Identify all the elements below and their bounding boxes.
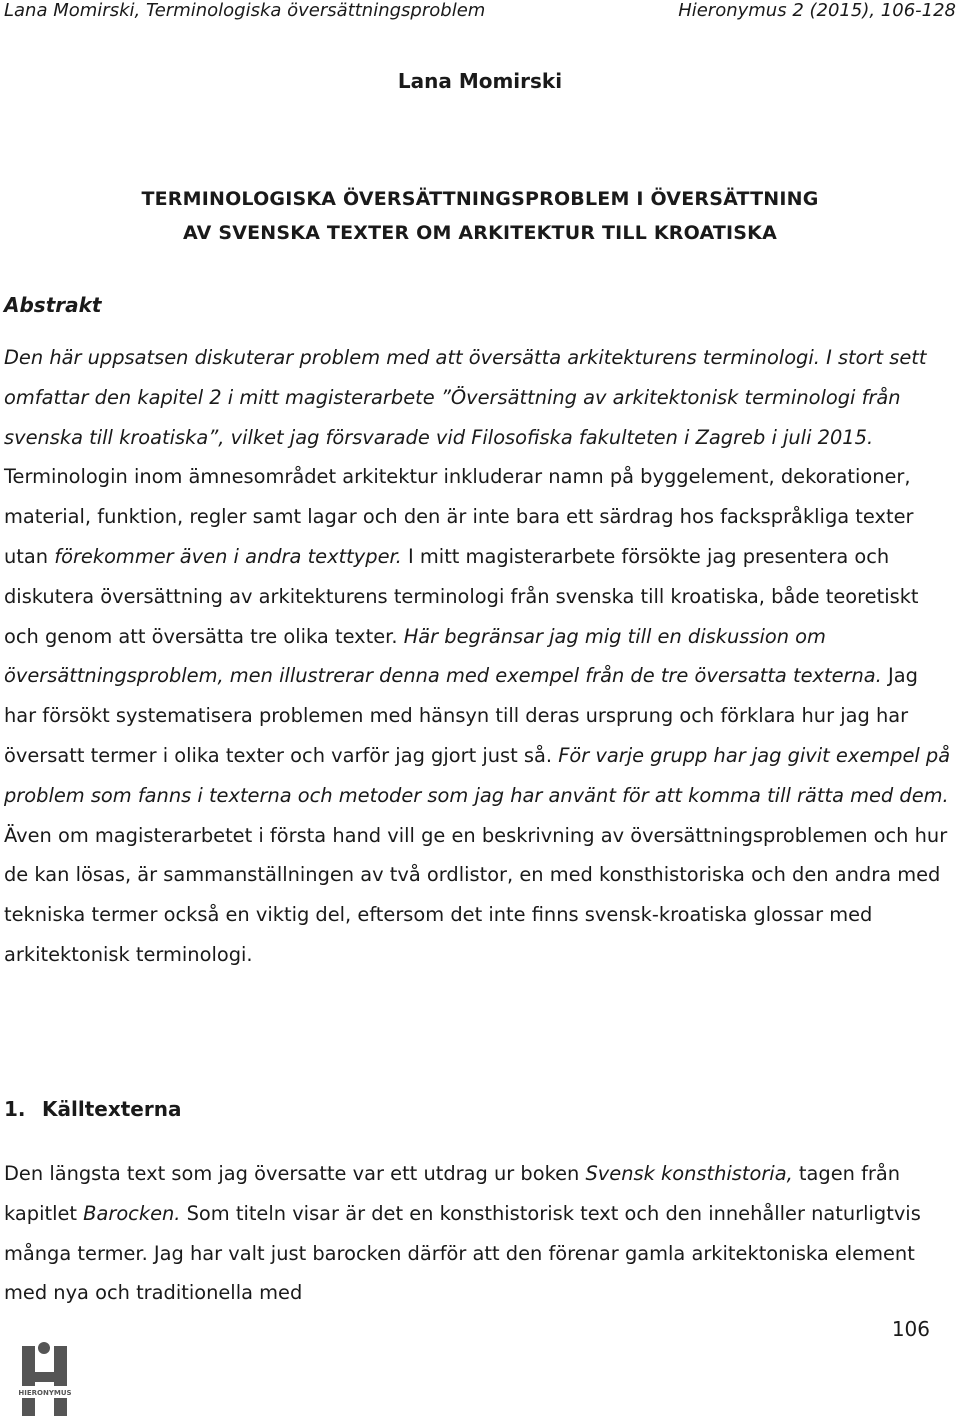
running-header (4, 0, 956, 24)
article-title-line-1: TERMINOLOGISKA ÖVERSÄTTNINGSPROBLEM I ÖVERSÄTTNING (141, 188, 819, 210)
body-text-part-2: tagen från kapitlet (4, 1162, 901, 1225)
hieronymus-logo-icon (14, 1336, 76, 1422)
header-author-title: Lana Momirski, Terminologiska översättningsproblem (4, 0, 486, 21)
body-text-part-1: Den längsta text som jag översatte var ett utdrag ur boken (4, 1162, 586, 1185)
body-paragraph (4, 1154, 954, 1313)
article-title (0, 182, 960, 250)
section-number: 1. (4, 1097, 26, 1121)
header-journal: Hieronymus 2 (2015), 106-128 (678, 0, 956, 21)
abstract-normal-part: Terminologin inom ämnesområdet arkitektur inkluderar namn på byggelement, dekorationer, material, funktion, regler samt lagar och den är inte bara ett särdrag hos fackspråkliga texter utan (4, 465, 914, 568)
logo-text: HIERONYMUS (18, 1389, 72, 1397)
abstract-normal-part-4: Jag har försökt systematisera problemen med hänsyn till deras ursprung och förklara hur jag har översatt termer i olika texter och varför jag gjort just så. (4, 664, 918, 767)
section-title: Källtexterna (42, 1097, 182, 1121)
abstract-italic-part-3: Här begränsar jag mig till en diskussion om översättningsproblem, men illustrerar denna med exempel från de tre översatta texterna. (4, 624, 882, 688)
abstract-normal-part-6: Även om magisterarbetet i första hand vill ge en beskrivning av översättningsproblemen och hur de kan lösas, är sammanställningen av två ordlistor, en med konsthistoriska och den andra med tekniska termer också en viktig del, eftersom det inte finns svensk-kroatiska glossar med arkitektonisk terminologi. (4, 823, 948, 966)
abstract-italic-part-2: förekommer även i andra texttyper. (54, 544, 402, 568)
page-number: 106 (891, 1317, 930, 1341)
author-name: Lana Momirski (397, 69, 563, 93)
abstract-normal-part-2: I mitt magisterarbete försökte jag presentera och diskutera översättning av arkitekturens terminologi från svenska till kroatiska, både teoretiskt och genom att översätta tre olika texter. (4, 544, 919, 648)
body-text-part-3: Som titeln visar är det en konsthistorisk text och den innehåller naturligtvis många termer. Jag har valt just barocken därför att den förenar gamla arkitektoniska element med nya och traditionella med (4, 1201, 921, 1305)
chapter-title: Barocken. (83, 1201, 181, 1225)
abstract-italic-part-5: För varje grupp har jag givit exempel på problem som fanns i texterna och metoder som jag har använt för att komma till rätta med dem. (4, 743, 951, 807)
section-heading (4, 1096, 181, 1122)
abstract-heading: Abstrakt (4, 293, 102, 317)
abstract-text (4, 338, 954, 975)
article-title-line-2: AV SVENSKA TEXTER OM ARKITEKTUR TILL KROATISKA (182, 222, 778, 244)
book-title: Svensk konsthistoria, (585, 1162, 793, 1185)
abstract-italic-part: Den här uppsatsen diskuterar problem med att översätta arkitekturens terminologi. I stort sett omfattar den kapitel 2 i mitt magisterarbete ”Översättning av arkitektonisk terminologi från svenska till kroatiska”, vilket jag försvarade vid Filosofiska fakulteten i Zagreb i juli 2015. (4, 346, 927, 449)
